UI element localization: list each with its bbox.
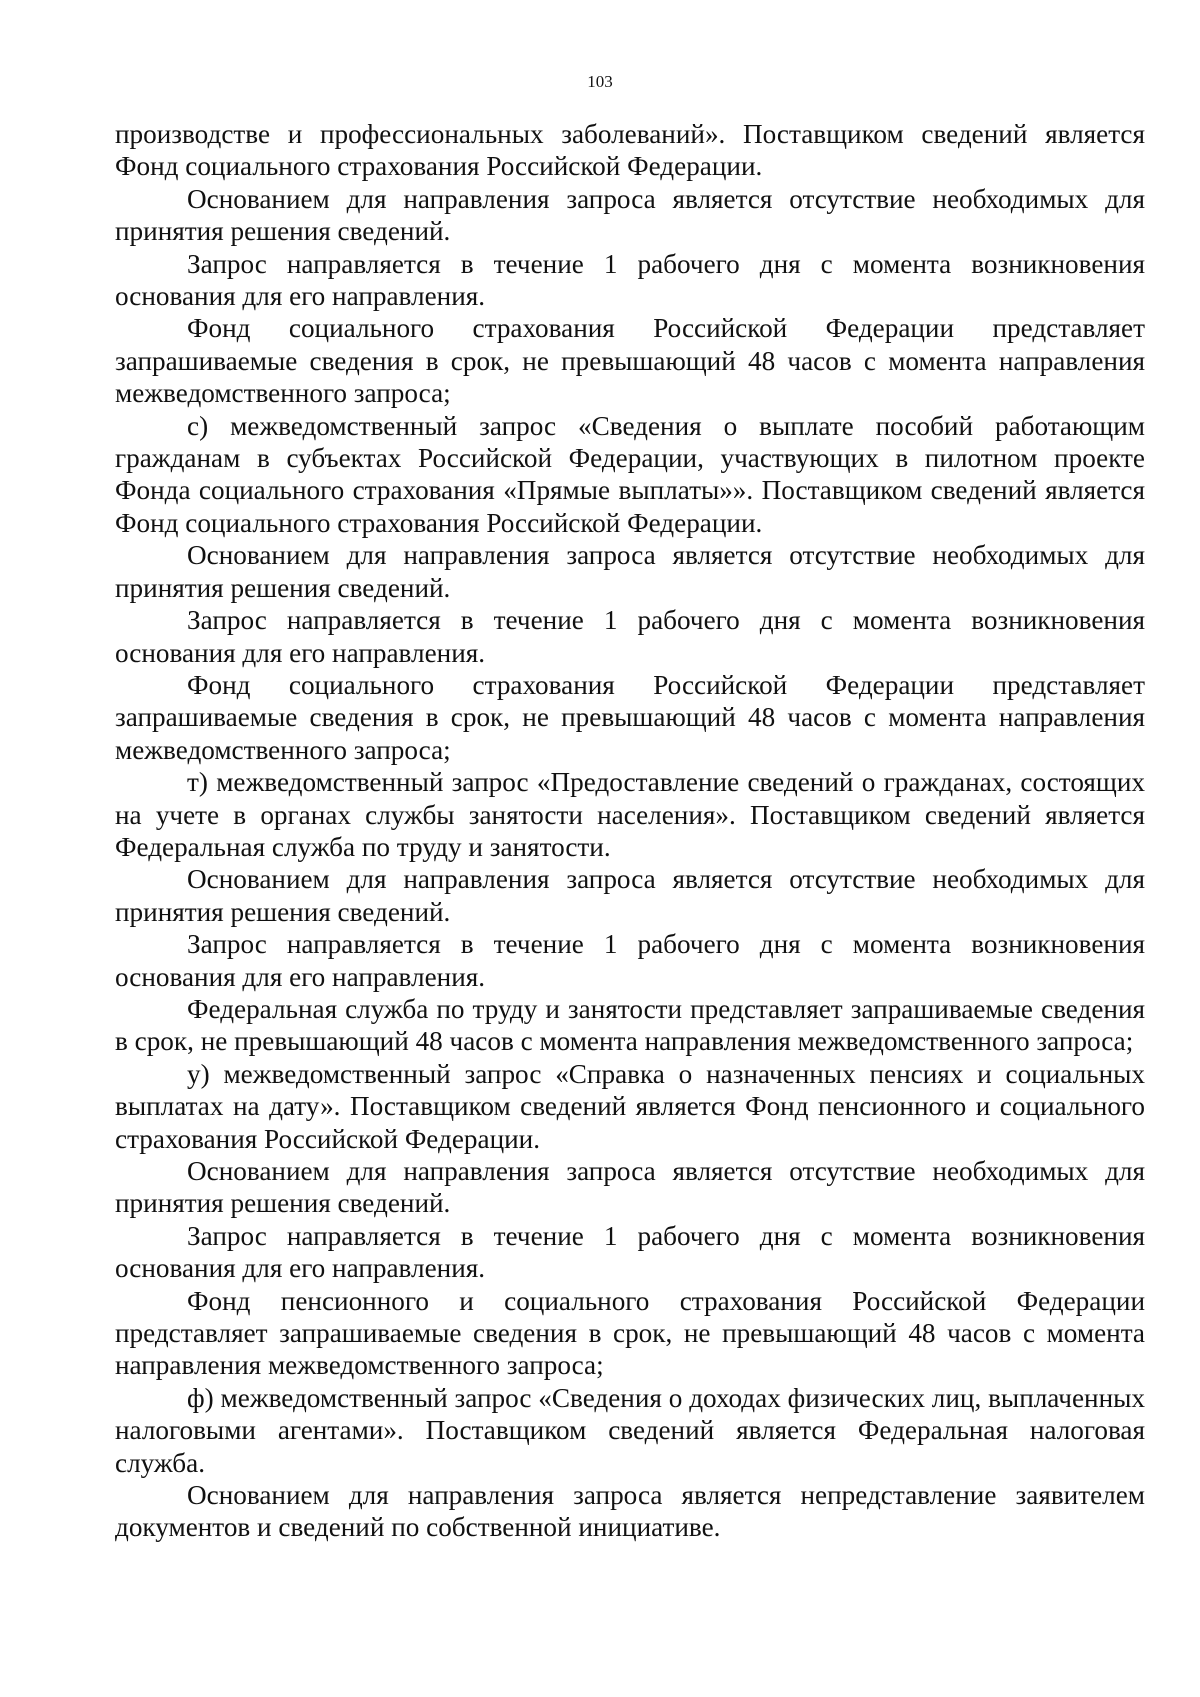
paragraph-item-t: т) межведомственный запрос «Предоставление сведений о гражданах, состоящих на учете в органах службы занятости населения». Поставщиком сведений является Федеральная служба по труду и занятости.	[115, 767, 1145, 862]
paragraph: Основанием для направления запроса является отсутствие необходимых для принятия решения сведений.	[115, 540, 1145, 603]
paragraph: Основанием для направления запроса является непредставление заявителем документов и сведений по собственной инициативе.	[115, 1480, 1145, 1543]
paragraph-item-s: с) межведомственный запрос «Сведения о выплате пособий работающим гражданам в субъектах Российской Федерации, участвующих в пилотном проекте Фонда социального страхования «Прямые выплаты»». Поставщиком сведений является Фонд социального страхования Российской Федерации.	[115, 410, 1145, 538]
paragraph: Фонд социального страхования Российской Федерации представляет запрашиваемые сведения в срок, не превышающий 48 часов с момента направления межведомственного запроса;	[115, 313, 1145, 409]
paragraph: Фонд пенсионного и социального страхования Российской Федерации представляет запрашиваемые сведения в срок, не превышающий 48 часов с момента направления межведомственного запроса;	[115, 1285, 1145, 1381]
paragraph: Запрос направляется в течение 1 рабочего дня с момента возникновения основания для его направления.	[115, 248, 1145, 312]
paragraph: Фонд социального страхования Российской Федерации представляет запрашиваемые сведения в срок, не превышающий 48 часов с момента направления межведомственного запроса;	[115, 669, 1145, 765]
paragraph: производстве и профессиональных заболеваний». Поставщиком сведений является Фонд социального страхования Российской Федерации.	[115, 119, 1145, 182]
paragraph-item-f: ф) межведомственный запрос «Сведения о доходах физических лиц, выплаченных налоговыми агентами». Поставщиком сведений является Федеральная налоговая служба.	[115, 1382, 1145, 1478]
paragraph: Запрос направляется в течение 1 рабочего дня с момента возникновения основания для его направления.	[115, 1220, 1145, 1284]
page-number: 103	[587, 72, 613, 91]
paragraph: Запрос направляется в течение 1 рабочего дня с момента возникновения основания для его направления.	[115, 605, 1145, 668]
paragraph: Основанием для направления запроса является отсутствие необходимых для принятия решения сведений.	[115, 1156, 1145, 1219]
paragraph: Основанием для направления запроса является отсутствие необходимых для принятия решения сведений.	[115, 864, 1145, 927]
paragraph: Основанием для направления запроса является отсутствие необходимых для принятия решения сведений.	[115, 183, 1145, 247]
paragraph: Федеральная служба по труду и занятости представляет запрашиваемые сведения в срок, не превышающий 48 часов с момента направления межведомственного запроса;	[115, 993, 1145, 1057]
paragraph-item-u: у) межведомственный запрос «Справка о назначенных пенсиях и социальных выплатах на дату». Поставщиком сведений является Фонд пенсионного и социального страхования Российской Федерации.	[115, 1058, 1145, 1154]
document-body	[115, 118, 1145, 1544]
paragraph: Запрос направляется в течение 1 рабочего дня с момента возникновения основания для его направления.	[115, 929, 1145, 992]
